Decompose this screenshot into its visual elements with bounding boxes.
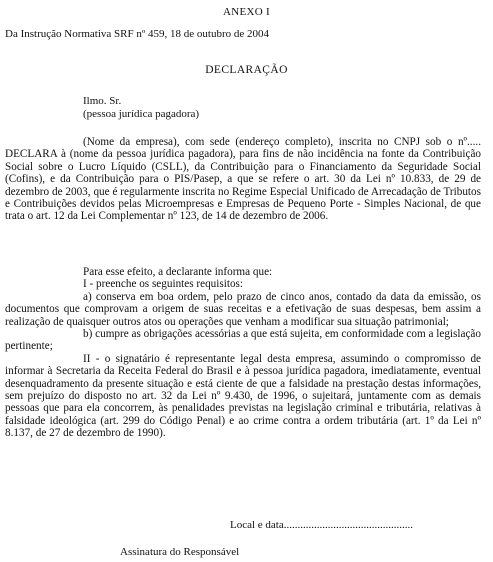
instruction-reference: Da Instrução Normativa SRF nº 459, 18 de outubro de 2004 [5, 28, 270, 40]
item-i: I - preenche os seguintes requisitos: [83, 278, 244, 291]
item-b: b) cumpre as obrigações acessórias a que está sujeita, em conformidade com a legislação pertinente; [5, 328, 481, 353]
salutation [83, 95, 199, 120]
declaration-title: DECLARAÇÃO [205, 64, 288, 76]
declaration-paragraph [5, 136, 481, 223]
item-a: a) conserva em boa ordem, pelo prazo de cinco anos, contado da data da emissão, os documentos que comprovam a origem de suas receitas e a efetivação de suas despesas, bem assim a realização de quaisquer outros atos ou operações que venham a modificar sua situação patrimonial; [5, 290, 481, 328]
local-date-line: Local e data............................................... [230, 519, 413, 531]
signature-label: Assinatura do Responsável [120, 546, 240, 558]
item-ii: II - o signatário é representante legal desta empresa, assumindo o compromisso de informar à Secretaria da Receita Federal do Brasil e à pessoa jurídica pagadora, imediatamente, eventual desenquadramento da presente situação e está ciente de que a falsidade na prestação destas informações, sem prejuízo do disposto no art. 32 da Lei nº 9.430, de 1996, o sujeitará, juntamente com as demais pessoas que para ela concorrem, às penalidades previstas na legislação criminal e tributária, relativas à falsidade ideológica (art. 299 do Código Penal) e ao crime contra a ordem tributária (art. 1º da Lei nº 8.137, de 27 de dezembro de 1990). [5, 352, 481, 440]
requirements-section [5, 266, 481, 440]
annex-title: ANEXO I [222, 6, 270, 18]
declaration-paragraph-text: (Nome da empresa), com sede (endereço completo), inscrita no CNPJ sob o nº..... DECLARA à (nome da pessoa jurídica pagadora), para fins de não incidência na fonte da Contribuição Social sobre o Lucro Líquido (CSLL), da Contribuição para o Financiamento da Seguridade Social (Cofins), e da Contribuição para o PIS/Pasep, a que se refere o art. 30 da Lei nº 10.833, de 29 de dezembro de 2003, que é regularmente inscrita no Regime Especial Unificado de Arrecadação de Tributos e Contribuições devidos pelas Microempresas e Empresas de Pequeno Porte - Simples Nacional, de que trata o art. 12 da Lei Complementar nº 123, de 14 de dezembro de 2006. [5, 136, 481, 223]
salutation-line-2: (pessoa jurídica pagadora) [83, 107, 200, 120]
salutation-line-1: Ilmo. Sr. [83, 95, 122, 107]
effect-intro: Para esse efeito, a declarante informa que: [83, 266, 273, 278]
